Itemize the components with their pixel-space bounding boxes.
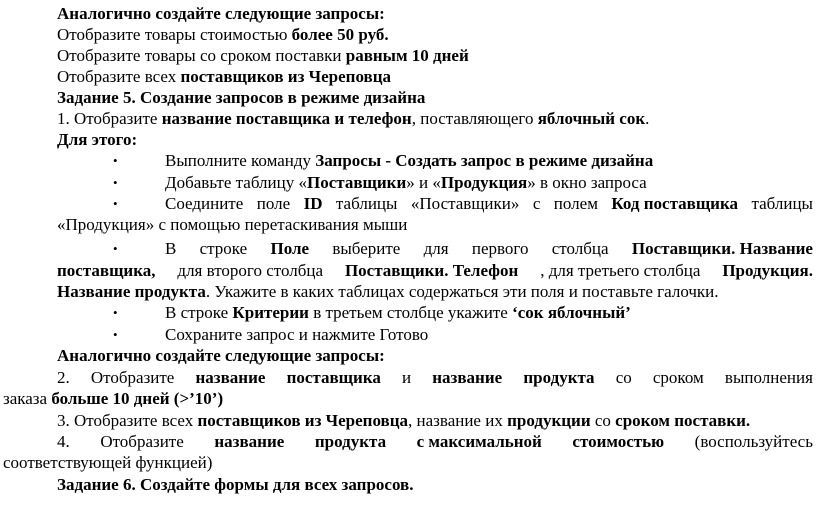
r3-e: со: [590, 411, 616, 430]
bullet-1: [165, 150, 653, 171]
r3-c: , название их: [408, 411, 508, 430]
r4-w6: стоимостью: [572, 432, 665, 451]
for-this-label: Для этого:: [57, 130, 138, 149]
b2-d: Продукция: [440, 173, 528, 192]
task-5-heading: Задание 5. Создание запросов в режиме дизайна: [57, 88, 426, 107]
query-price-line: [57, 24, 389, 45]
bullet-3-line-2: «Продукция» с помощью перетаскивания мыши: [57, 215, 408, 234]
r4-w4: продукта: [314, 432, 387, 451]
r3-a: 3. Отобразите всех: [57, 411, 198, 430]
b4-w5: для: [423, 239, 449, 258]
b3-w6: с: [532, 194, 541, 213]
b5-a: В строке: [165, 303, 233, 322]
b4-l2-1: поставщика,: [57, 261, 156, 280]
t5-bold-d: яблочный сок: [537, 109, 646, 128]
bullet-4-line-1: [165, 238, 813, 259]
b4-w4: выберите: [332, 239, 401, 258]
b4-w2: строке: [199, 239, 248, 258]
b1-bold: Запросы - Создать запрос в режиме дизайна: [315, 151, 654, 170]
query-suppliers-line: [57, 66, 391, 87]
r2-l2-a: заказа: [3, 389, 52, 408]
bullet-icon: •: [113, 327, 118, 342]
query-2-line-1: [57, 367, 813, 388]
query-suppliers-text: Отобразите всех: [57, 67, 181, 86]
b2-c: » и «: [406, 173, 441, 192]
r4-w7: (воспользуйтесь: [694, 432, 813, 451]
bullet-3-line-1: [165, 193, 813, 214]
bullet-4-line-2: [57, 260, 813, 281]
b2-b: Поставщики: [307, 173, 407, 192]
bullet-icon: •: [113, 175, 118, 190]
r2-w2: Отобразите: [90, 368, 175, 387]
r2-w5: и: [402, 368, 412, 387]
bullet-icon: •: [113, 305, 118, 320]
b3-w1: Соедините: [165, 194, 244, 213]
t5-text-e: .: [645, 109, 650, 128]
task-5-item-1: [57, 108, 649, 129]
bullet-icon: •: [113, 241, 118, 256]
b5-d: ‘сок яблочный’: [512, 303, 631, 322]
r2-w10: выполнения: [724, 368, 813, 387]
query-delivery-line: [57, 45, 469, 66]
r4-w1: 4.: [57, 432, 70, 451]
query-price-text: Отобразите товары стоимостью: [57, 25, 292, 44]
query-price-bold: более 50 руб.: [291, 25, 389, 44]
r2-w6: название: [432, 368, 503, 387]
bullet-2: [165, 172, 647, 193]
b4-w1: В: [165, 239, 177, 258]
b3-w4: таблицы: [335, 194, 398, 213]
query-suppliers-bold: поставщиков из Череповца: [180, 67, 392, 86]
b3-w5: «Поставщики»: [410, 194, 520, 213]
b4-w7: столбца: [551, 239, 609, 258]
r2-w3: название: [195, 368, 266, 387]
b1-text: Выполните команду: [165, 151, 316, 170]
r2-l2-b: больше 10 дней (>’10’): [51, 389, 224, 408]
bullet-icon: •: [113, 196, 118, 211]
query-delivery-bold: равным 10 дней: [345, 46, 469, 65]
b3-w2: поле: [256, 194, 291, 213]
b4-l2-2: для второго столбца: [177, 261, 324, 280]
bullet-6: Сохраните запрос и нажмите Готово: [165, 325, 429, 344]
r4-w3: название: [214, 432, 285, 451]
b3-w8: Код поставщика: [611, 194, 739, 213]
query-delivery-text: Отобразите товары со сроком поставки: [57, 46, 346, 65]
b4-l3-b: . Укажите в каких таблицах содержаться эти поля и поставьте галочки.: [205, 282, 719, 301]
heading-similar-queries-1: Аналогично создайте следующие запросы:: [57, 4, 385, 23]
b4-l2-4: , для третьего столбца: [540, 261, 701, 280]
b2-a: Добавьте таблицу «: [165, 173, 307, 192]
b3-w7: полем: [553, 194, 598, 213]
r2-w4: поставщика: [286, 368, 381, 387]
t5-text-c: , поставляющего: [411, 109, 538, 128]
t5-bold-b: название поставщика и телефон: [161, 109, 412, 128]
r2-w9: сроком: [652, 368, 704, 387]
r3-b: поставщиков из Череповца: [197, 411, 409, 430]
b4-w8: Поставщики. Название: [631, 239, 813, 258]
r4-w2: Отобразите: [100, 432, 184, 451]
b4-w6: первого: [471, 239, 529, 258]
r3-f: сроком поставки.: [615, 411, 751, 430]
heading-similar-queries-2: Аналогично создайте следующие запросы:: [57, 346, 385, 365]
r2-w7: продукта: [523, 368, 595, 387]
task-6-heading: Задание 6. Создайте формы для всех запросов.: [57, 475, 414, 494]
bullet-5: [165, 302, 631, 323]
b3-w3: ID: [303, 194, 323, 213]
t5-text-a: 1. Отобразите: [57, 109, 162, 128]
r2-w1: 2.: [57, 368, 70, 387]
b5-c: в третьем столбце укажите: [308, 303, 513, 322]
b3-w9: таблицы: [751, 194, 813, 213]
b5-b: Критерии: [232, 303, 309, 322]
b2-e: » в окно запроса: [527, 173, 647, 192]
r2-w8: со: [615, 368, 632, 387]
r4-w5: с максимальной: [416, 432, 542, 451]
r3-d: продукции: [507, 411, 591, 430]
bullet-icon: •: [113, 153, 118, 168]
b4-l2-3: Поставщики. Телефон: [344, 261, 519, 280]
b4-w3: Поле: [270, 239, 310, 258]
query-4-line-1: [57, 431, 813, 452]
b4-l3-a: Название продукта: [57, 282, 206, 301]
b4-l2-5: Продукция.: [722, 261, 813, 280]
bullet-4-line-3: [57, 281, 719, 302]
query-3: [57, 410, 750, 431]
query-4-line-2: соответствующей функцией): [3, 453, 213, 472]
query-2-line-2: [3, 388, 223, 409]
